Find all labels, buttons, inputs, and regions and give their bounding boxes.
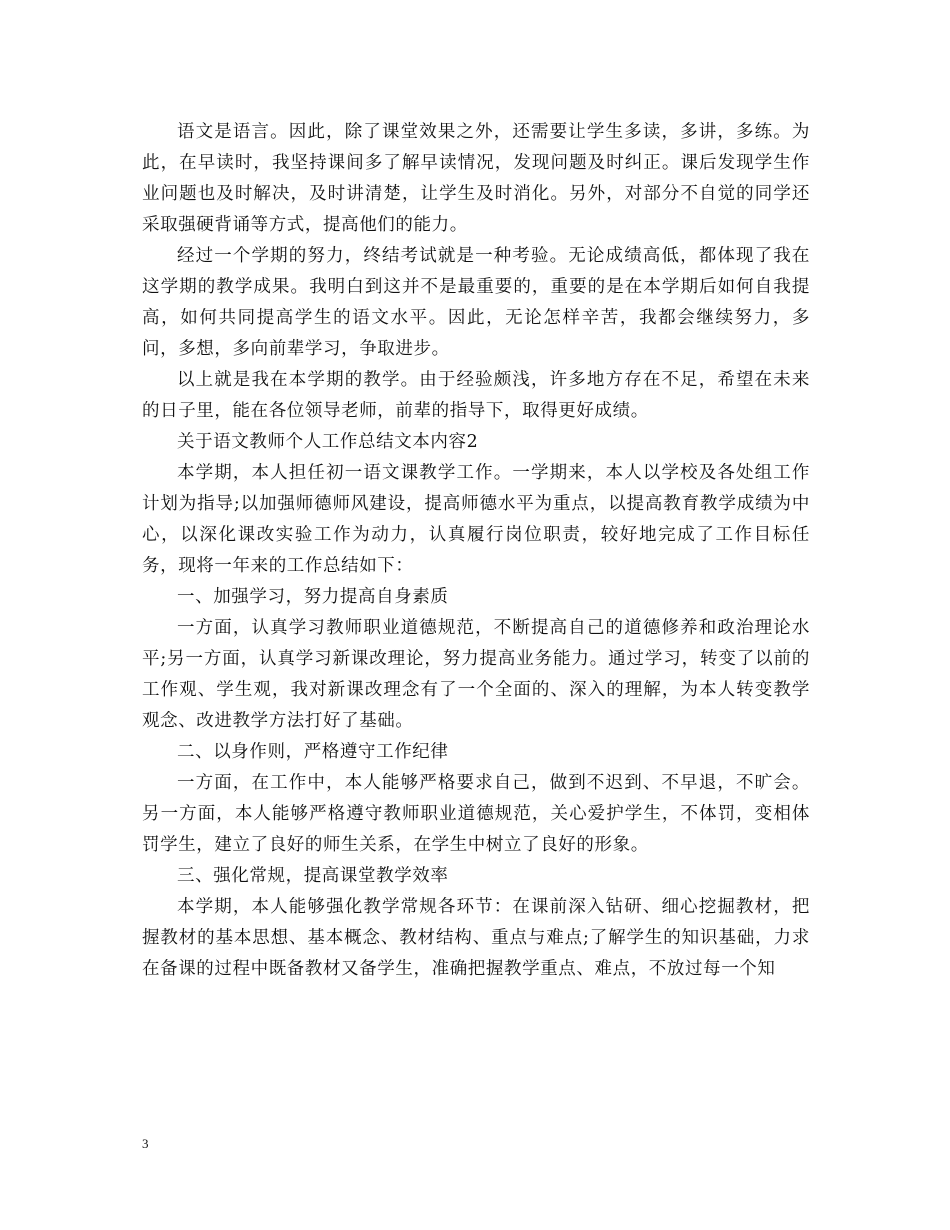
body-paragraph: 本学期，本人能够强化教学常规各环节：在课前深入钻研、细心挖掘教材，把握教材的基本思想、基本概念、教材结构、重点与难点;了解学生的知识基础，力求在备课的过程中既备教材又备学生，准确把握教学重点、难点，不放过每一个知 [142,897,810,979]
section-heading: 一、加强学习，努力提高自身素质 [177,587,449,607]
section-heading: 二、以身作则，严格遵守工作纪律 [177,742,449,762]
body-paragraph: 以上就是我在本学期的教学。由于经验颇浅，许多地方存在不足，希望在未来的日子里，能在各位领导老师，前辈的指导下，取得更好成绩。 [142,370,810,421]
section-heading: 三、强化常规，提高课堂教学效率 [177,866,449,886]
body-paragraph: 本学期，本人担任初一语文课教学工作。一学期来，本人以学校及各处组工作计划为指导;以加强师德师风建设，提高师德水平为重点，以提高教育教学成绩为中心，以深化课改实验工作为动力，认真履行岗位职责，较好地完成了工作目标任务，现将一年来的工作总结如下： [142,463,810,576]
body-paragraph: 语文是语言。因此，除了课堂效果之外，还需要让学生多读，多讲，多练。为此，在早读时，我坚持课间多了解早读情况，发现问题及时纠正。课后发现学生作业问题也及时解决，及时讲清楚，让学生及时消化。另外，对部分不自觉的同学还采取强硬背诵等方式，提高他们的能力。 [142,122,810,235]
section-title: 关于语文教师个人工作总结文本内容2 [177,432,479,452]
body-paragraph: 一方面，认真学习教师职业道德规范，不断提高自己的道德修养和政治理论水平;另一方面，认真学习新课改理论，努力提高业务能力。通过学习，转变了以前的工作观、学生观，我对新课改理念有了一个全面的、深入的理解，为本人转变教学观念、改进教学方法打好了基础。 [142,618,810,731]
page-number: 3 [142,1136,149,1151]
document-body [142,117,810,985]
body-paragraph: 一方面，在工作中，本人能够严格要求自己，做到不迟到、不早退，不旷会。另一方面，本人能够严格遵守教师职业道德规范，关心爱护学生，不体罚，变相体罚学生，建立了良好的师生关系，在学生中树立了良好的形象。 [142,773,810,855]
body-paragraph: 经过一个学期的努力，终结考试就是一种考验。无论成绩高低，都体现了我在这学期的教学成果。我明白到这并不是最重要的，重要的是在本学期后如何自我提高，如何共同提高学生的语文水平。因此，无论怎样辛苦，我都会继续努力，多问，多想，多向前辈学习，争取进步。 [142,246,810,359]
